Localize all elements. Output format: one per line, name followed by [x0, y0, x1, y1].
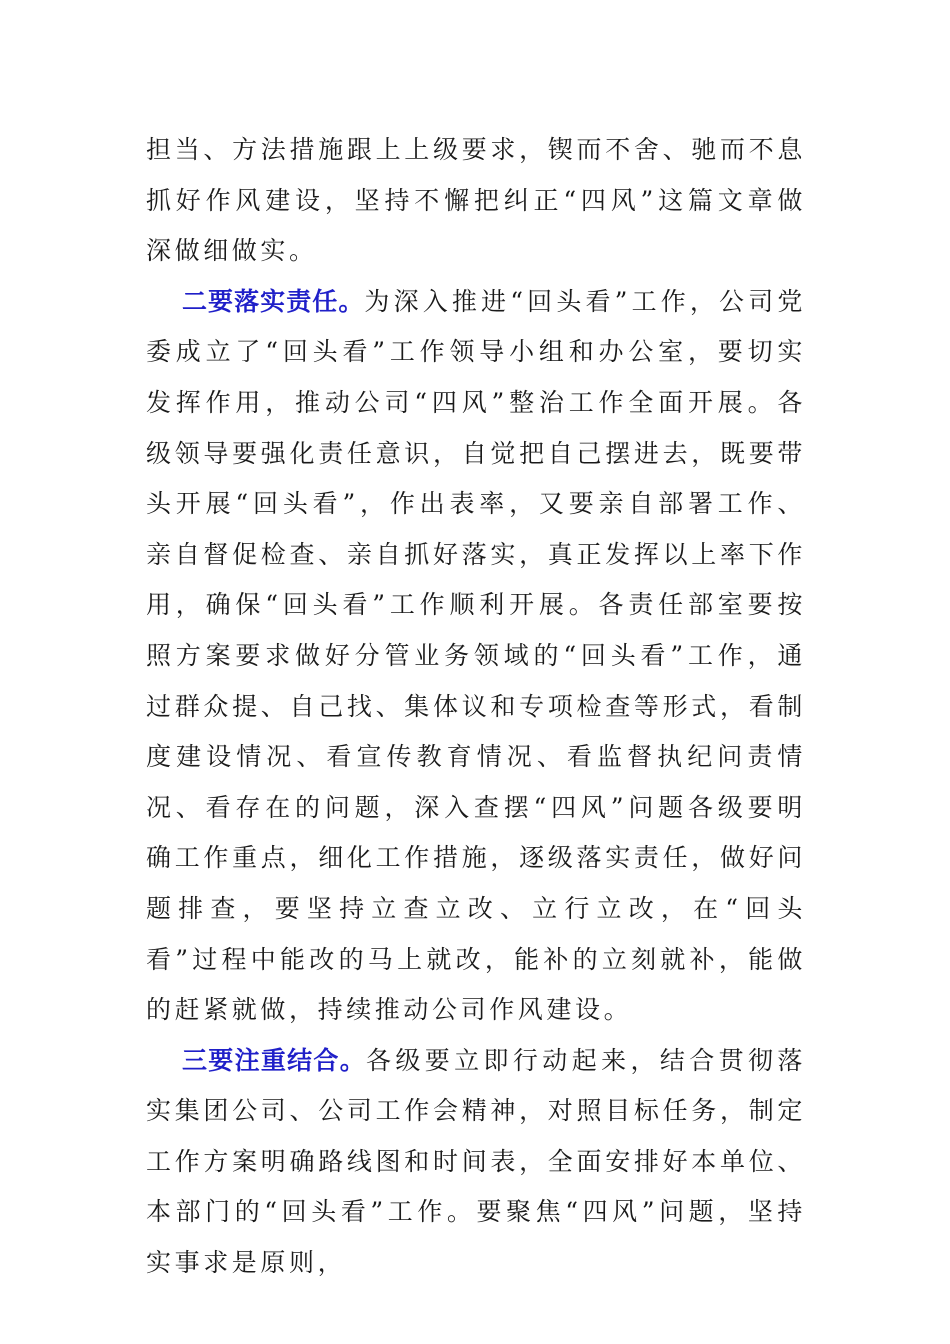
paragraph-text: 各级要立即行动起来，结合贯彻落实集团公司、公司工作会精神，对照目标任务，制定工作方案明确路线图和时间表，全面安排好本单位、本部门的“回头看”工作。要聚焦“四风”问题，坚持实事求是原则，: [146, 1045, 806, 1278]
paragraph-heading: 二要落实责任。: [182, 286, 365, 316]
paragraph-continuation: [146, 125, 806, 277]
paragraph-combination: [146, 1036, 806, 1289]
paragraph-text: 为深入推进“回头看”工作，公司党委成立了“回头看”工作领导小组和办公室，要切实发挥作用，推动公司“四风”整治工作全面开展。各级领导要强化责任意识，自觉把自己摆进去，既要带头开展“回头看”，作出表率，又要亲自部署工作、亲自督促检查、亲自抓好落实，真正发挥以上率下作用，确保“回头看”工作顺利开展。各责任部室要按照方案要求做好分管业务领域的“回头看”工作，通过群众提、自己找、集体议和专项检查等形式，看制度建设情况、看宣传教育情况、看监督执纪问责情况、看存在的问题，深入查摆“四风”问题各级要明确工作重点，细化工作措施，逐级落实责任，做好问题排查，要坚持立查立改、立行立改，在“回头看”过程中能改的马上就改，能补的立刻就补，能做的赶紧就做，持续推动公司作风建设。: [146, 286, 806, 1025]
paragraph-responsibility: [146, 277, 806, 1036]
paragraph-heading: 三要注重结合。: [182, 1045, 366, 1075]
paragraph-text: 担当、方法措施跟上上级要求，锲而不舍、驰而不息抓好作风建设，坚持不懈把纠正“四风”这篇文章做深做细做实。: [146, 135, 806, 266]
document-page: [146, 125, 806, 1289]
